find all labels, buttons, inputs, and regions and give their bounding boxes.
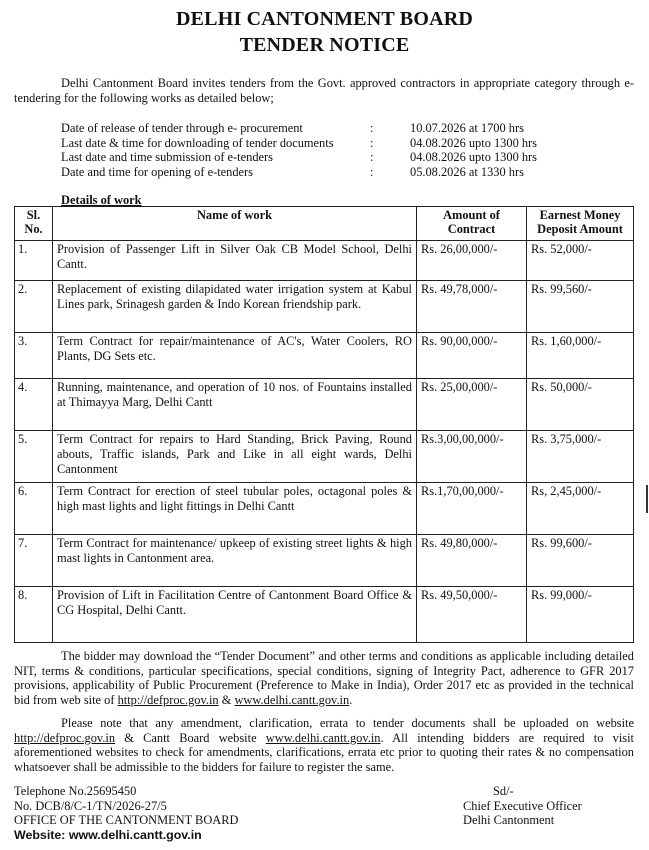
- header-sl: Sl. No.: [15, 207, 53, 241]
- amendment-paragraph: [14, 716, 634, 774]
- intro-paragraph: Delhi Cantonment Board invites tenders from the Govt. approved contractors in appropriate category through e-tendering for the following works as detailed below;: [14, 76, 634, 105]
- cell-emd: Rs. 52,000/-: [527, 241, 634, 281]
- cell-emd: Rs. 1,60,000/-: [527, 333, 634, 379]
- para1-text-b: &: [218, 692, 235, 707]
- cell-name: Provision of Lift in Facilitation Centre of Cantonment Board Office & CG Hospital, Delhi Cantt.: [53, 587, 417, 643]
- para2-text-b: & Cantt Board website: [115, 730, 266, 745]
- header-amount: Amount of Contract: [417, 207, 527, 241]
- schedule-value: 10.07.2026 at 1700 hrs: [410, 121, 524, 135]
- defproc-link[interactable]: http://defproc.gov.in: [117, 692, 219, 707]
- notice-title: TENDER NOTICE: [239, 34, 410, 56]
- schedule-row: [61, 150, 621, 165]
- cell-sl: 8.: [15, 587, 53, 643]
- schedule-colon: :: [370, 121, 374, 135]
- cell-emd: Rs. 3,75,000/-: [527, 431, 634, 483]
- cell-amount: Rs.1,70,00,000/-: [417, 483, 527, 535]
- schedule-value: 04.08.2026 upto 1300 hrs: [410, 150, 538, 164]
- table-row: [15, 281, 634, 333]
- cell-sl: 1.: [15, 241, 53, 281]
- cell-emd: Rs. 99,000/-: [527, 587, 634, 643]
- cell-emd: Rs. 99,600/-: [527, 535, 634, 587]
- schedule-label: Last date & time for downloading of tender documents: [61, 135, 334, 150]
- schedule-colon: :: [370, 150, 374, 164]
- cell-amount: Rs. 49,50,000/-: [417, 587, 527, 643]
- schedule-row: [61, 136, 621, 151]
- header-name: Name of work: [53, 207, 417, 241]
- schedule-row: [61, 121, 621, 136]
- schedule-label: Date of release of tender through e- procurement: [61, 121, 303, 135]
- table-row: [15, 241, 634, 281]
- cell-sl: 4.: [15, 379, 53, 431]
- cell-sl: 5.: [15, 431, 53, 483]
- cell-emd: Rs, 2,45,000/-: [527, 483, 634, 535]
- table-row: [15, 431, 634, 483]
- tender-schedule: [61, 121, 621, 179]
- cell-amount: Rs. 49,78,000/-: [417, 281, 527, 333]
- cell-emd: Rs. 50,000/-: [527, 379, 634, 431]
- cell-name: Term Contract for erection of steel tubular poles, octagonal poles & high mast lights and light fittings in Delhi Cantt: [53, 483, 417, 535]
- footer-signature-block: [463, 784, 582, 828]
- cell-name: Term Contract for maintenance/ upkeep of existing street lights & high mast lights in Cantonment area.: [53, 535, 417, 587]
- footer-office-block: [14, 784, 238, 842]
- website-line: Website: www.delhi.cantt.gov.in: [14, 827, 202, 842]
- table-row: [15, 483, 634, 535]
- cell-amount: Rs. 49,80,000/-: [417, 535, 527, 587]
- schedule-value: 04.08.2026 upto 1300 hrs: [410, 135, 538, 150]
- cell-amount: Rs. 25,00,000/-: [417, 379, 527, 431]
- cantt-website-link[interactable]: www.delhi.cantt.gov.in: [234, 692, 350, 707]
- cell-amount: Rs. 26,00,000/-: [417, 241, 527, 281]
- cell-emd: Rs. 99,560/-: [527, 281, 634, 333]
- table-row: [15, 535, 634, 587]
- cell-sl: 7.: [15, 535, 53, 587]
- schedule-colon: :: [370, 164, 374, 179]
- table-row: [15, 379, 634, 431]
- schedule-colon: :: [370, 135, 374, 150]
- cell-sl: 3.: [15, 333, 53, 379]
- para1-text-a: The bidder may download the “Tender Document” and other terms and conditions as applicable including detailed NIT, terms & conditions, particular specifications, special conditions, signing of Integrity Pact, adherence to GFR 2017 provisions, applicability of Public Procurement (Preference to Make in India), Order 2017 etc as provided in the technical bid from web site of: [14, 649, 634, 707]
- cell-sl: 2.: [15, 281, 53, 333]
- defproc-link[interactable]: http://defproc.gov.in: [14, 730, 116, 745]
- details-heading: Details of work: [61, 193, 142, 207]
- telephone-number: Telephone No.25695450: [14, 784, 137, 798]
- para2-text-a: Please note that any amendment, clarification, errata to tender documents shall be uploaded on website: [61, 716, 634, 730]
- scan-edge-mark: [646, 485, 648, 513]
- office-name: OFFICE OF THE CANTONMENT BOARD: [14, 813, 239, 827]
- schedule-row: [61, 165, 621, 180]
- table-row: [15, 587, 634, 643]
- reference-number: No. DCB/8/C-1/TN/2026-27/5: [14, 798, 167, 813]
- signatory-designation: Chief Executive Officer: [463, 798, 582, 813]
- signatory-place: Delhi Cantonment: [463, 813, 555, 827]
- cell-name: Replacement of existing dilapidated water irrigation system at Kabul Lines park, Srinagesh garden & Indo Korean friendship park.: [53, 281, 417, 333]
- cell-sl: 6.: [15, 483, 53, 535]
- schedule-label: Date and time for opening of e-tenders: [61, 164, 253, 179]
- signature-sd: Sd/-: [493, 784, 514, 798]
- para2-text-c: . All intending bidders are required to visit aforementioned websites to check for amendments, clarifications, errata etc prior to quoting their rates & no compensation whatsoever shall be admissible to the bidders for failure to register the same.: [14, 730, 634, 774]
- cell-name: Term Contract for repairs to Hard Standing, Brick Paving, Round abouts, Traffic islands, Park and Like in all eight wards, Delhi Cantonment: [53, 431, 417, 483]
- board-title: DELHI CANTONMENT BOARD: [175, 8, 474, 30]
- schedule-value: 05.08.2026 at 1330 hrs: [410, 164, 524, 179]
- para1-text-c: .: [349, 692, 353, 707]
- cell-name: Provision of Passenger Lift in Silver Oak CB Model School, Delhi Cantt.: [53, 241, 417, 281]
- cantt-website-link[interactable]: www.delhi.cantt.gov.in: [265, 730, 381, 745]
- bidder-download-paragraph: [14, 649, 634, 707]
- works-table: [14, 206, 634, 643]
- cell-name: Term Contract for repair/maintenance of AC's, Water Coolers, RO Plants, DG Sets etc.: [53, 333, 417, 379]
- schedule-label: Last date and time submission of e-tenders: [61, 150, 273, 164]
- cell-amount: Rs. 90,00,000/-: [417, 333, 527, 379]
- cell-amount: Rs.3,00,00,000/-: [417, 431, 527, 483]
- table-row: [15, 333, 634, 379]
- table-header-row: [15, 207, 634, 241]
- header-emd: Earnest Money Deposit Amount: [527, 207, 634, 241]
- cell-name: Running, maintenance, and operation of 10 nos. of Fountains installed at Thimayya Marg, Delhi Cantt: [53, 379, 417, 431]
